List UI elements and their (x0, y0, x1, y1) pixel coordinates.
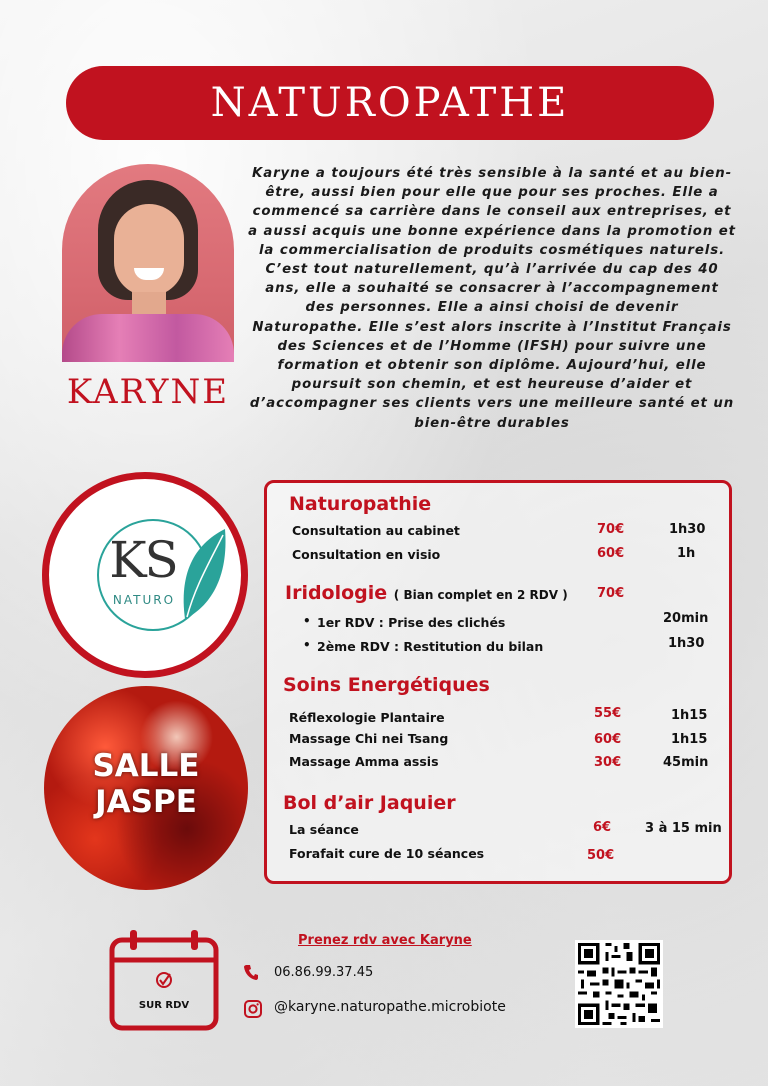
section-title-naturopathie: Naturopathie (289, 493, 432, 515)
service-duration: 1h30 (669, 522, 706, 537)
section-note: ( Bian complet en 2 RDV ) (393, 588, 568, 602)
service-label: Massage Amma assis (289, 754, 439, 769)
leaf-icon (175, 527, 231, 627)
service-price: 55€ (594, 706, 622, 721)
portrait-photo (62, 164, 234, 362)
service-label: Forafait cure de 10 séances (289, 846, 485, 861)
section-price: 70€ (597, 586, 625, 601)
booking-link[interactable]: Prenez rdv avec Karyne (298, 933, 472, 948)
service-label: Consultation en visio (292, 547, 441, 562)
service-duration: 1h15 (671, 708, 708, 723)
service-price: 60€ (594, 732, 622, 747)
service-price: 50€ (587, 848, 615, 863)
service-price: 60€ (597, 546, 625, 561)
title-banner (66, 66, 714, 140)
service-duration: 1h15 (671, 732, 708, 747)
service-label: La séance (289, 822, 359, 837)
page-title: NATUROPATHE (210, 80, 570, 126)
service-label: 2ème RDV : Restitution du bilan (317, 639, 544, 654)
service-price: 30€ (594, 755, 622, 770)
phone-number[interactable]: 06.86.99.37.45 (274, 965, 374, 980)
practitioner-name: KARYNE (66, 372, 230, 412)
service-duration: 45min (663, 755, 709, 770)
calendar-check-icon (108, 928, 220, 1032)
logo-subtitle: NATURO (112, 593, 176, 607)
phone-icon (244, 964, 258, 980)
service-label: 1er RDV : Prise des clichés (317, 615, 506, 630)
service-duration: 3 à 15 min (645, 821, 722, 836)
service-duration: 1h30 (668, 636, 705, 651)
appointment-label: SUR RDV (138, 1000, 190, 1011)
instagram-icon (244, 1000, 262, 1018)
section-title-soins: Soins Energétiques (283, 674, 490, 696)
ks-naturo-logo (42, 472, 248, 678)
qr-code[interactable] (575, 940, 663, 1028)
instagram-handle[interactable]: @karyne.naturopathe.microbiote (274, 999, 506, 1015)
bio-text: Karyne a toujours été très sensible à la santé et au bien-être, aussi bien pour elle que pour ses proches. Elle a commencé sa carrière dans le conseil aux entreprises, et a aussi acquis une bonne expérience dans la promotion et la commercialisation de produits cosmétiques naturels. C’est tout naturellement, qu’à l’arrivée du cap des 40 ans, elle a souhaité se consacrer à l’accompagnement des personnes. Elle a ainsi choisi de devenir Naturopathe. Elle s’est alors inscrite à l’Institut Français des Sciences et de l’Homme (IFSH) pour suivre une formation et obtenir son diplôme. Aujourd’hui, elle poursuit son chemin, et est heureuse d’aider et d’accompagner ses clients vers une meilleure santé et un bien-être durables (248, 166, 736, 431)
service-label: Massage Chi nei Tsang (289, 731, 449, 746)
price-list: Naturopathie Consultation au cabinet 70€ 1h30 Consultation en visio 60€ 1h Iridologie ( Bian complet en 2 RDV ) 70€ • 1er RDV : Prise des clichés 20min • 2ème RDV : Restitution du bilan 1h30 Soins Energétiques Réflexologie Plantaire 55€ 1h15 Massage Chi nei Tsang 60€ 1h15 Massage Amma assis 30€ 45min Bol d’air Jaquier La séance 6€ 3 à 15 min Forafait cure de 10 séances 50€ (264, 480, 732, 884)
room-label: SALLE JASPE (92, 748, 200, 820)
service-label: Consultation au cabinet (292, 523, 460, 538)
service-label: Réflexologie Plantaire (289, 710, 445, 725)
service-duration: 20min (663, 611, 709, 626)
service-price: 6€ (593, 820, 612, 835)
room-badge (44, 686, 248, 890)
logo-letters: KS (109, 531, 177, 589)
section-title-iridologie: Iridologie ( Bian complet en 2 RDV ) (285, 582, 568, 604)
service-duration: 1h (677, 546, 696, 561)
section-title-bol-air: Bol d’air Jaquier (283, 792, 456, 814)
service-price: 70€ (597, 522, 625, 537)
